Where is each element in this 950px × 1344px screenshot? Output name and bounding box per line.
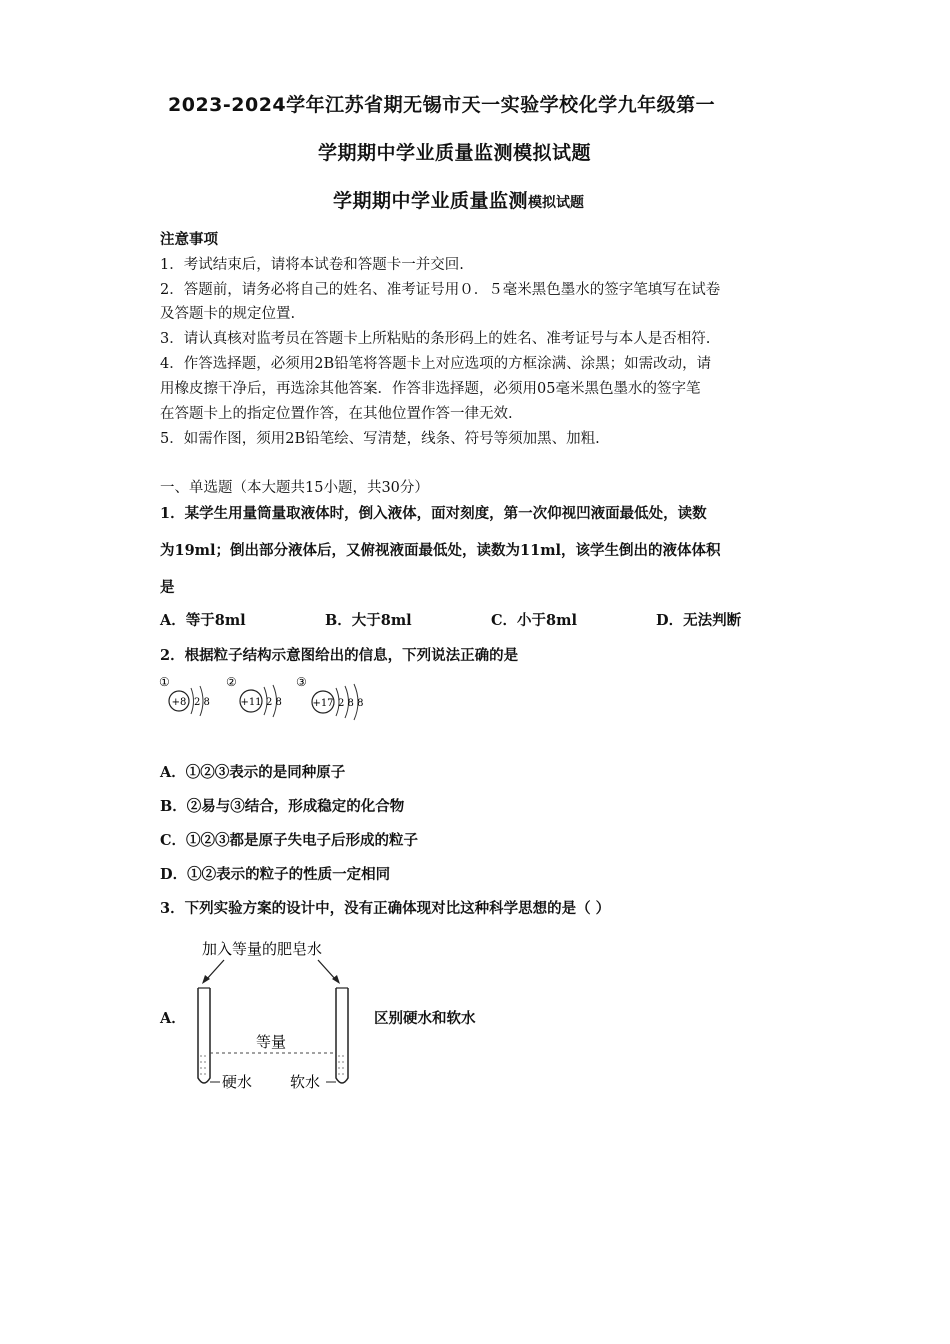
notice-line: 2．答题前，请务必将自己的姓名、准考证号用０．５毫米黑色墨水的签字笔填写在试卷	[160, 282, 721, 298]
particle-1-nucleus: +8	[171, 697, 187, 708]
section-heading: 一、单选题（本大题共15小题，共30分）	[160, 480, 429, 496]
right-tube-label: 软水	[290, 1073, 321, 1091]
particle-2-nucleus: +11	[240, 697, 262, 708]
q3-option-a-text: 区别硬水和软水	[374, 1010, 476, 1027]
particle-1-label: ①	[159, 675, 170, 689]
q2-option-b: B．②易与③结合，形成稳定的化合物	[160, 798, 405, 815]
particle-2-shells: 2 8	[266, 697, 282, 708]
page-title-line-3	[333, 186, 584, 213]
q1-stem-line: 为19ml；倒出部分液体后，又俯视液面最低处，读数为11ml，该学生倒出的液体体积	[160, 542, 721, 559]
notice-heading: 注意事项	[160, 231, 218, 248]
q2-option-d: D．①②表示的粒子的性质一定相同	[160, 866, 391, 883]
particle-1-shells: 2 8	[194, 697, 210, 708]
notice-line: 用橡皮擦干净后，再选涂其他答案．作答非选择题，必须用05毫米黑色墨水的签字笔	[160, 381, 701, 397]
q2-option-c: C．①②③都是原子失电子后形成的粒子	[160, 832, 419, 849]
particle-2-label: ②	[226, 675, 237, 689]
notice-line: 3．请认真核对监考员在答题卡上所粘贴的条形码上的姓名、准考证号与本人是否相符.	[160, 331, 711, 347]
notice-line: 4．作答选择题，必须用2B铅笔将答题卡上对应选项的方框涂满、涂黑；如需改动，请	[160, 356, 712, 372]
arrow-right	[318, 960, 336, 980]
left-tube-label: 硬水	[222, 1073, 253, 1091]
equal-label: 等量	[256, 1033, 287, 1051]
page-title-line-1: 2023-2024学年江苏省期无锡市天一实验学校化学九年级第一	[168, 94, 716, 116]
q2-stem: 2．根据粒子结构示意图给出的信息，下列说法正确的是	[160, 647, 519, 664]
particle-3-shells: 2 8 8	[338, 698, 364, 709]
q1-option-b: B．大于8ml	[325, 612, 412, 629]
q1-option-d: D．无法判断	[656, 612, 742, 629]
page-title-line-2: 学期期中学业质量监测模拟试题	[318, 142, 592, 164]
q1-stem-line: 是	[160, 579, 175, 596]
q1-stem-line: 1．某学生用量筒量取液体时，倒入液体，面对刻度，第一次仰视凹液面最低处，读数	[160, 505, 707, 522]
particle-structure-diagram	[156, 672, 376, 724]
notice-line: 5．如需作图，须用2B铅笔绘、写清楚，线条、符号等须加黑、加粗.	[160, 431, 600, 447]
q2-option-a: A．①②③表示的是同种原子	[160, 764, 346, 781]
title-line-3-large: 学期期中学业质量监测	[333, 190, 529, 212]
right-test-tube	[336, 988, 348, 1083]
notice-line: 1．考试结束后，请将本试卷和答题卡一并交回.	[160, 257, 464, 273]
q1-option-c: C．小于8ml	[491, 612, 577, 629]
particle-3-label: ③	[296, 675, 307, 689]
soap-water-test-diagram	[186, 932, 366, 1096]
left-test-tube	[198, 988, 210, 1083]
q3-option-a-label: A．	[160, 1010, 186, 1027]
particle-3-nucleus: +17	[312, 698, 334, 709]
q3-stem: 3．下列实验方案的设计中，没有正确体现对比这种科学思想的是（ ）	[160, 900, 611, 917]
top-label: 加入等量的肥皂水	[202, 940, 323, 958]
q1-option-a: A．等于8ml	[160, 612, 246, 629]
title-line-3-small: 模拟试题	[528, 195, 585, 211]
notice-line: 在答题卡上的指定位置作答，在其他位置作答一律无效.	[160, 406, 513, 422]
arrow-left	[206, 960, 224, 980]
notice-line: 及答题卡的规定位置.	[160, 306, 296, 322]
